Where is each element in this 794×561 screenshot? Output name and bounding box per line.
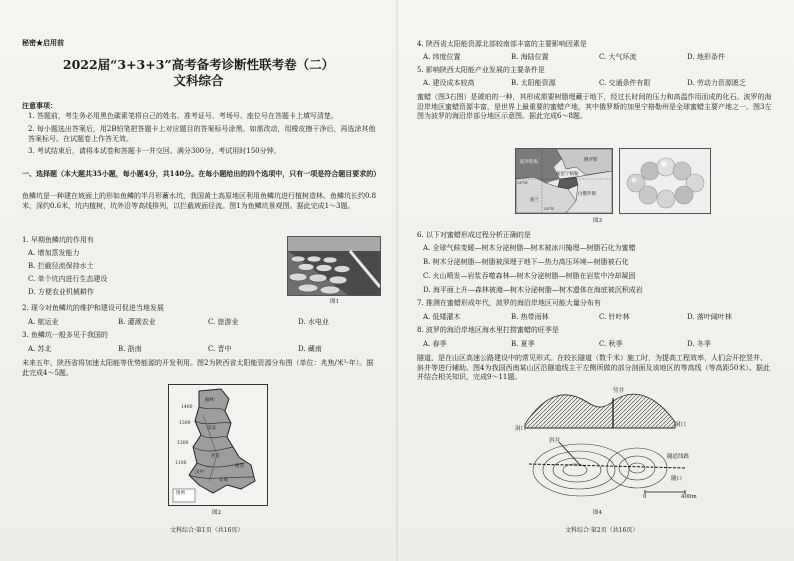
- notice-title: 注意事项：: [22, 101, 57, 110]
- figure-4-diagram: [515, 384, 701, 506]
- map-label-hanzhong: 汉中: [195, 470, 204, 475]
- q4-option-a: A. 纬度位置: [423, 53, 461, 61]
- q4-stem: 4. 陕西省太阳能资源北部较南部丰富的主要影响因素是: [417, 40, 587, 48]
- q2-stem: 2. 现今对鱼鳞坑的维护和建设可促进当地发展: [22, 304, 164, 312]
- fish-scale-pits-photo: [288, 237, 380, 295]
- q6-option-d: D. 海平面上升—森林被淹—树木分泌树脂—树木遗体在海底被沉积成岩: [423, 286, 643, 294]
- tunnel-route-label: 隧道线路: [667, 454, 690, 460]
- q5-option-a: A. 建设成本较高: [423, 79, 475, 87]
- figure-3-map: [515, 148, 613, 214]
- q1-option-d: D. 方便农业机械耕作: [28, 288, 94, 296]
- map-label-russia: 俄罗斯: [584, 158, 598, 163]
- figure-1-photo: [287, 236, 381, 296]
- map-label-kaliningrad: 加里宁格勒: [556, 172, 579, 177]
- q1-option-c: C. 单个坑内进行生态建设: [28, 275, 108, 283]
- map-label-yulin: 榆林: [205, 398, 214, 403]
- q6-stem: 6. 以下对蜜蜡形成过程分析正确的是: [417, 231, 531, 239]
- map-label-ankang: 安康: [219, 478, 228, 483]
- map-label-poland: 波兰: [530, 198, 539, 203]
- q2-option-b: B. 灌溉农业: [118, 318, 156, 326]
- map-label-yanan: 延安: [207, 426, 216, 431]
- q1-option-b: B. 拦截径流保持水土: [28, 262, 94, 270]
- inclined-shaft-label: 斜井: [549, 438, 561, 444]
- passage-2: 未来五年，陕西省将加速太阳能等优势能源的开发利用。图2为陕西省太阳能资源分布图（单位：兆焦/米²·年）。据此完成4～5题。: [22, 359, 374, 377]
- map-label-20e: 20°E: [544, 206, 555, 211]
- q3-option-c: C. 晋中: [208, 345, 232, 353]
- q7-option-b: B. 热带雨林: [511, 313, 549, 321]
- vertical-shaft-label: 竖井: [613, 388, 625, 394]
- q6-option-c: C. 火山喷发—岩浆吞噬森林—树木分泌树脂—树脂在岩浆中冷却凝固: [423, 272, 636, 280]
- q7-option-c: C. 针叶林: [599, 313, 630, 321]
- tunnel-entrance-right: 洞口: [675, 422, 687, 428]
- passage-3: 蜜蜡（图3右图）是琥珀的一种，其形成需要树脂埋藏于地下，经过长时间的压力和高温作用而成的化石。波罗的海沿岸地区蜜蜡资源丰富，是世界上最重要的蜜蜡产地，其中俄罗斯的加里宁格勒州是全球蜜蜡主要产地之一。图3左图为波罗的海沿岸部分地区示意图。据此完成6～8题。: [417, 93, 772, 120]
- figure-2-map: [168, 384, 268, 506]
- passage-4: 隧道，是在山区高速公路建设中的常见形式。在较长隧道（数千米）施工时，为提高工程效率，人们会开挖竖井、斜井等进行辅助。图4为我国西南某山区沿隧道线主干左侧所做的部分剖面及该地区的等高线（等高距50米）。据此并结合相关知识，完成9～11题。: [417, 354, 770, 381]
- scale-start: 0: [643, 494, 647, 500]
- q6-option-a: A. 全球气候变暖—树木分泌树脂—树木被冰川掩埋—树脂石化为蜜蜡: [423, 244, 636, 252]
- figure-3-caption: 图3: [593, 218, 602, 224]
- q2-option-c: C. 旅游业: [208, 318, 239, 326]
- notice-item-3: 3. 考试结束后，请将本试卷和答题卡一并交回。满分300分，考试用时150分钟。: [28, 147, 281, 155]
- q2-option-a: A. 航运业: [28, 318, 59, 326]
- q7-option-d: D. 落叶阔叶林: [687, 313, 732, 321]
- q5-option-b: B. 太阳能资源: [511, 79, 556, 87]
- isoline-1200: 1200: [177, 441, 189, 446]
- amber-bracelet-photo: [620, 149, 710, 213]
- figure-2-caption: 图2: [212, 510, 221, 516]
- secret-label: 秘密★启用前: [22, 38, 64, 47]
- q3-option-a: A. 苏北: [28, 345, 52, 353]
- q8-option-d: D. 冬季: [687, 340, 711, 348]
- scale-end: 400m: [681, 494, 697, 500]
- q3-option-b: B. 浙南: [118, 345, 142, 353]
- notice-item-2: 2. 每小题选出答案后，用2B铅笔把答题卡上对应题目的答案标号涂黑。如需改动，用橡皮擦干净后，再选涂其他答案标号。在试题卷上作答无效。: [28, 125, 376, 143]
- q7-stem: 7. 推测在蜜蜡形成年代，波罗的海沿岸地区可能大量分布有: [417, 299, 601, 307]
- map-label-baltic-sea: 波罗的海: [520, 160, 538, 165]
- notice-item-1: 1. 答题前，考生务必用黑色碳素笔将自己的姓名、准考证号、考场号、座位号在答题卡上填写清楚。: [28, 112, 338, 120]
- tunnel-profile-and-contour: [515, 384, 701, 506]
- tunnel-entrance-left: 洞口: [515, 426, 527, 432]
- q3-option-d: D. 藏南: [298, 345, 322, 353]
- q4-option-c: C. 大气环流: [599, 53, 637, 61]
- q5-option-c: C. 交通条件有限: [599, 79, 651, 87]
- isoline-1400: 1400: [181, 405, 193, 410]
- map-label-shangluo: 商洛: [235, 464, 244, 469]
- q5-stem: 5. 影响陕西太阳能产业发展的主要条件是: [417, 66, 545, 74]
- passage-1: 鱼鳞坑是一种建在坡面上的形如鱼鳞的半月形蓄水坑，我国黄土高原地区利用鱼鳞坑进行植树造林。鱼鳞坑长约0.8米，深约0.6米，坑内植树，坑外沿等高线排列，以拦截坡面径流。图1为鱼鳞坑景观图。据此完成1～3题。: [22, 192, 377, 210]
- isoline-1300: 1300: [179, 421, 191, 426]
- q8-option-b: B. 夏季: [511, 340, 535, 348]
- q8-option-c: C. 秋季: [599, 340, 623, 348]
- q7-option-a: A. 低矮灌木: [423, 313, 461, 321]
- page-2-footer: 文科综合·第2页（共16页）: [565, 527, 639, 534]
- map-label-xian: 西安: [211, 454, 220, 459]
- figure-4-caption: 图4: [593, 510, 602, 516]
- section-1-title: 一、选择题（本大题共35小题，每小题4分，共140分。在每小题给出的四个选项中，只有一项是符合题目要求的）: [22, 169, 381, 178]
- q2-option-d: D. 水电业: [298, 318, 329, 326]
- q5-option-d: D. 劳动力资源匮乏: [687, 79, 746, 87]
- q4-option-d: D. 地形条件: [687, 53, 725, 61]
- exam-subtitle: 文科综合: [173, 73, 224, 88]
- map-label-55n: 55°N: [517, 180, 528, 185]
- exam-title: 2022届“3+3+3”高考备考诊断性联考卷（二）: [62, 57, 335, 72]
- q1-stem: 1. 早期鱼鳞坑的作用有: [22, 236, 94, 244]
- q4-option-b: B. 海陆位置: [511, 53, 549, 61]
- q1-option-a: A. 增加蒸发能力: [28, 249, 80, 257]
- map-legend: 图例: [176, 491, 185, 496]
- tunnel-mouth-label: 隧口: [671, 476, 683, 482]
- q8-option-a: A. 春季: [423, 340, 447, 348]
- isoline-1100: 1100: [175, 461, 187, 466]
- figure-1-caption: 图1: [330, 299, 339, 305]
- figure-3-photo: [619, 148, 711, 214]
- page-2: [397, 0, 794, 561]
- q6-option-b: B. 树木分泌树脂—树脂被深埋于地下—热力高压环境—树脂被石化: [423, 258, 629, 266]
- q8-stem: 8. 波罗的海沿岸地区海水里打捞蜜蜡的旺季是: [417, 326, 559, 334]
- q3-stem: 3. 鱼鳞坑一般多见于我国的: [22, 331, 108, 339]
- page-1-footer: 文科综合·第1页（共16页）: [170, 527, 244, 534]
- map-label-belarus: 白俄罗斯: [578, 192, 596, 197]
